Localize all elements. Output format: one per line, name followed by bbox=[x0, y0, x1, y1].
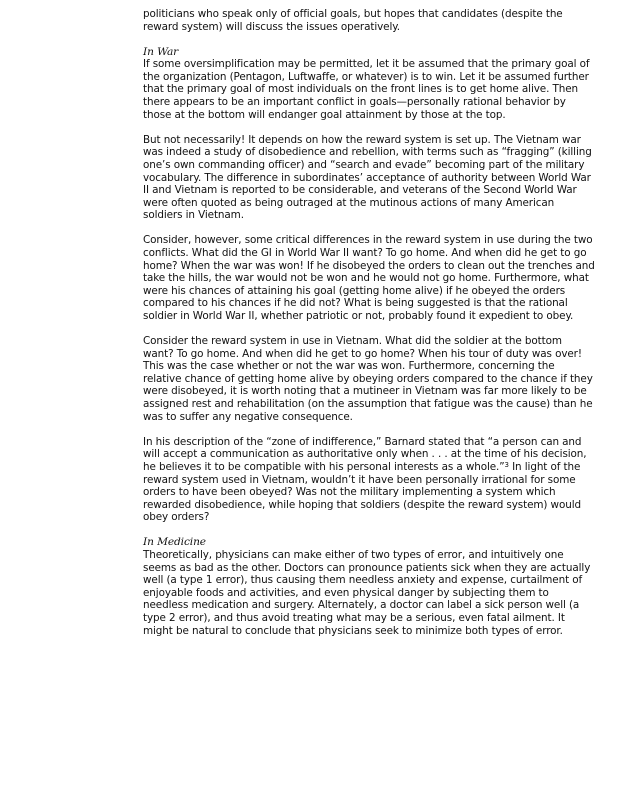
in-war-paragraph-3: Consider, however, some critical differences in the reward system in use during the two conflicts. What did the GI in World War II want? To go home. And when did he get to go home? When the war was won! If he disobeyed the orders to clean out the trenches and take the hills, the war would not be won and he would not go home. Furthermore, what were his chances of attaining his goal (getting home alive) if he obeyed the orders compared to his chances if he did not? What is being suggested is that the rational soldier in World War II, whether patriotic or not, probably found it expedient to obey. bbox=[143, 234, 595, 322]
intro-paragraph: politicians who speak only of official goals, but hopes that candidates (despite the reward system) will discuss the issues operatively. bbox=[143, 8, 563, 33]
section-heading-in-medicine: In Medicine bbox=[143, 536, 206, 549]
barnard-followup-text: In light of the reward system used in Vietnam, wouldn’t it have been personally irrational for some orders to have been obeyed? Was not the military implementing a system which rewarded disobedience, while hoping that soldiers (despite the reward system) would obey orders? bbox=[143, 460, 581, 524]
in-medicine-paragraph-1-text: Theoretically, physicians can make either of two types of error, and intuitively one seems as bad as the other. Doctors can pronounce patients sick when they are actually well (a type 1 error), thus causing them needless anxiety and expense, curtailment of enjoyable foods and activities, and even physical danger by subjecting them to needless medication and surgery. Alternately, a doctor can label a sick person well (a type 2 error), and thus avoid treating what may be a serious, even fatal ailment. It might be natural to conclude that physicians seek to minimize both types of error. bbox=[143, 548, 591, 637]
in-war-paragraph-1 bbox=[143, 46, 595, 122]
barnard-paragraph bbox=[143, 436, 595, 524]
footnote-mark: 3 bbox=[504, 460, 509, 469]
in-war-paragraph-4: Consider the reward system in use in Vietnam. What did the soldier at the bottom want? To go home. And when did he get to go home? When his tour of duty was over! This was the case whether or not the war was won. Furthermore, concerning the relative chance of getting home alive by obeying orders compared to the chance if they were disobeyed, it is worth noting that a mutineer in Vietnam was far more likely to be assigned rest and rehabilitation (on the assumption that fatigue was the cause) than he was to suffer any negative consequence. bbox=[143, 335, 593, 423]
in-medicine-paragraph-1 bbox=[143, 536, 595, 637]
barnard-quote-text: In his description of the “zone of indifference,” Barnard stated that “a person can and will accept a communication as authoritative only when . . . at the time of his decision, he believes it to be compatible with his personal interests as a whole.” bbox=[143, 435, 587, 473]
in-war-paragraph-1-text: If some oversimplification may be permitted, let it be assumed that the primary goal of the organization (Pentagon, Luftwaffe, or whatever) is to win. Let it be assumed further that the primary goal of most individuals on the front lines is to get home alive. Then there appears to be an important conflict in goals—personally rational behavior by those at the bottom will endanger goal attainment by those at the top. bbox=[143, 58, 590, 121]
in-war-paragraph-2: But not necessarily! It depends on how the reward system is set up. The Vietnam war was indeed a study of disobedience and rebellion, with terms such as “fragging” (killing one’s own commanding officer) and “search and evade” becoming part of the military vocabulary. The difference in subordinates’ acceptance of authority between World War II and Vietnam is reported to be considerable, and veterans of the Second World War were often quoted as being outraged at the mutinous actions of many American soldiers in Vietnam. bbox=[143, 133, 592, 222]
section-in-medicine bbox=[143, 536, 595, 637]
section-in-war bbox=[143, 46, 595, 524]
section-heading-in-war: In War bbox=[143, 45, 179, 58]
